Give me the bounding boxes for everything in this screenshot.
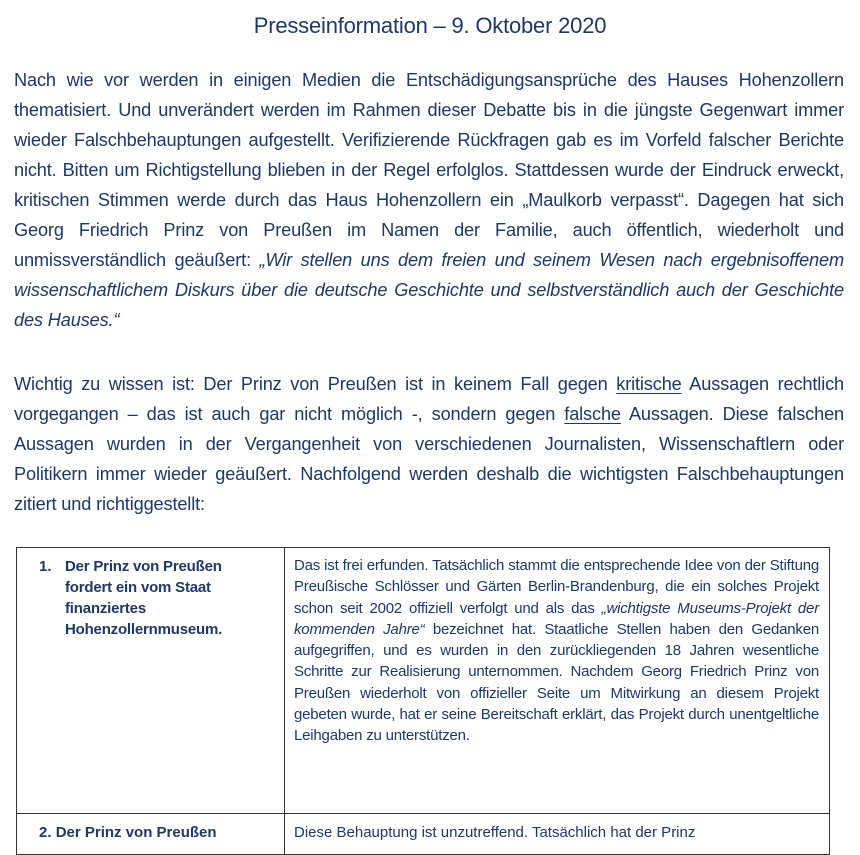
claim-partial: Der Prinz von Preußen bbox=[55, 824, 217, 841]
explanation-text-2: Aussagen rechtlich vorgegangen – das ist auch gar nicht möglich -, sondern gegen bbox=[14, 374, 844, 424]
intro-quote: „Wir stellen uns dem freien und seinem Wesen nach ergebnisoffenem wissenschaftlichem Diskurs über die deutsche Geschichte und selbstverständlich auch der Geschichte des Hauses.“ bbox=[14, 250, 844, 330]
table-row bbox=[17, 814, 830, 855]
explanation-paragraph bbox=[14, 369, 844, 519]
claim-cell bbox=[17, 548, 285, 814]
claim-number: 2. bbox=[39, 824, 52, 841]
explanation-text-3: Aussagen. Diese falschen Aussagen wurden in der Vergangenheit von verschiedenen Journalisten, Wissenschaftlern oder Politikern immer wieder geäußert. Nachfolgend werden deshalb die wichtigsten Falschbehauptungen zitiert und richtiggestellt: bbox=[14, 404, 845, 514]
claim-text-partial bbox=[39, 822, 217, 843]
claim-text: Der Prinz von Preußen fordert ein vom Staat finanziertes Hohenzollernmuseum. bbox=[65, 558, 223, 638]
answer-text-2: bezeichnet hat. Staatliche Stellen haben den Gedanken aufgegriffen, und es wurden in den zurückliegenden 18 Jahren wesentliche Schritte zur Realisierung unternommen. Nachdem Georg Friedrich Prinz von Preußen wiederholt von offizieller Seite um Mitwirkung an diesem Projekt gebeten wurde, hat er seine Bereitschaft erklärt, das Projekt durch unentgeltliche Leihgaben zu unterstützen. bbox=[294, 620, 819, 745]
claims-table bbox=[16, 547, 830, 855]
answer-text-1: Das ist frei erfunden. Tatsächlich stammt die entsprechende Idee von der Stiftung Preußische Schlösser und Gärten Berlin-Brandenburg, die ein solches Projekt schon seit 2002 offiziell verfolgt und als das bbox=[294, 557, 819, 617]
intro-text: Nach wie vor werden in einigen Medien die Entschädigungsansprüche des Hauses Hohenzollern thematisiert. Und unverändert werden im Rahmen dieser Debatte bis in die jüngste Gegenwart immer wieder Falschbehauptungen aufgestellt. Verifizierende Rückfragen gab es im Vorfeld falscher Berichte nicht. Bitten um Richtigstellung blieben in der Regel erfolglos. Stattdessen wurde der Eindruck erweckt, kritischen Stimmen werde durch das Haus Hohenzollern ein „Maulkorb verpasst“. Dagegen hat sich Georg Friedrich Prinz von Preußen im Namen der Familie, auch öffentlich, wiederholt und unmissverständlich geäußert: bbox=[14, 70, 844, 270]
explanation-text-1: Wichtig zu wissen ist: Der Prinz von Preußen ist in keinem Fall gegen bbox=[14, 374, 617, 394]
intro-paragraph bbox=[14, 65, 844, 335]
answer-cell bbox=[285, 814, 830, 855]
underlined-falsche: falsche bbox=[564, 404, 621, 424]
claim-number: 1. bbox=[39, 558, 52, 575]
answer-cell bbox=[285, 548, 830, 814]
answer-text-partial: Diese Behauptung ist unzutreffend. Tatsächlich hat der Prinz bbox=[294, 824, 696, 841]
table-row bbox=[17, 548, 830, 814]
underlined-kritische: kritische bbox=[616, 374, 682, 394]
page-title: Presseinformation – 9. Oktober 2020 bbox=[253, 13, 607, 38]
answer-quote: „wichtigste Museums-Projekt der kommenden Jahre“ bbox=[294, 599, 819, 638]
claim-cell bbox=[17, 814, 285, 855]
answer-text bbox=[285, 548, 829, 747]
